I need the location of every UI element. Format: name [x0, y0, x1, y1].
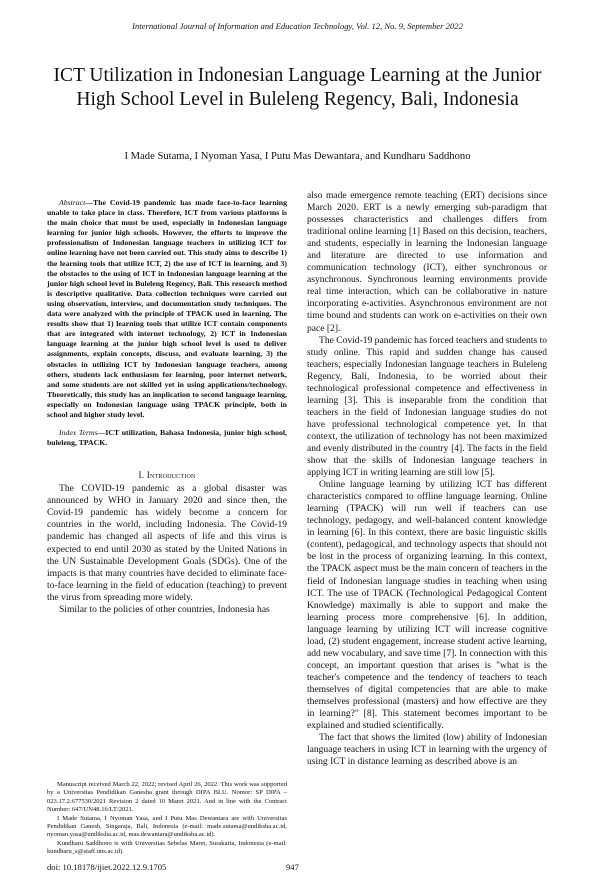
- journal-header: International Journal of Information and Education Technology, Vol. 12, No. 9, September 2022: [132, 21, 463, 31]
- page-number: 947: [286, 862, 299, 872]
- paper-title: ICT Utilization in Indonesian Language Learning at the Junior High School Level in Buleleng Regency, Bali, Indonesia: [53, 65, 542, 110]
- index-terms-text: —ICT utilization, Bahasa Indonesia, junior high school, buleleng, TPACK.: [47, 428, 287, 448]
- body-paragraph: The COVID-19 pandemic as a global disaster was announced by WHO in January 2020 and since then, the Covid-19 pandemic has widely become a concern for countries in the world, including Indonesia. The Covid-19 pandemic has changed all aspects of life and this virus is expected to end until 2030 as stated by the United Nations in the UN Sustainable Development Goals (SDGs). One of the impacts is that many countries have decided to eliminate face-to-face learning in the field of education (teaching) to prevent the virus from spreading more widely.: [47, 483, 287, 603]
- abstract-text: —The Covid-19 pandemic has made face-to-face learning unable to take place in class. Therefore, ICT from various platforms is the main choice that must be used, especially in Indonesian language learning for junior high schools. However, the efforts to improve the professionalism of Indonesian language teachers in utilizing ICT for online learning have not been carried out. This study aims to describe 1) the learning tools that utilize ICT, 2) the use of ICT in learning, and 3) the obstacles to the using of ICT in Indonesian language learning at the junior high school level in Buleleng Regency, Bali. This research method is descriptive qualitative. Data collection techniques were carried out using observation, interview, and documentation study techniques. The data were analyzed with the principle of TPACK used in learning. The results show that 1) learning tools that utilize ICT contain components that are integrated with internet technology, 2) ICT in Indonesian language learning at the junior high school level is used to deliver assignments, explain concepts, discuss, and evaluate learning, 3) the obstacles in utilizing ICT by Indonesian language teachers, among others, students lack enthusiasm for learning, poor internet network, and some students are not skilled yet in using applications/technology. Theoretically, this study has an implication to second language learning, especially on Indonesian language using TPACK principle, both in school and higher study level.: [47, 198, 287, 419]
- footnote: Kundharu Saddhono is with Universitas Sebelas Maret, Surakarta, Indonesia (e-mail: kundharu_s@staff.uns.ac.id).: [47, 839, 287, 856]
- abstract-lead: Abstract: [59, 198, 86, 207]
- body-paragraph: The fact that shows the limited (low) ability of Indonesian language teachers in using ICT in learning with the urgency of using ICT in distance learning as described above is an: [307, 732, 547, 768]
- index-terms: [47, 428, 287, 448]
- index-terms-lead: Index Terms: [59, 428, 98, 438]
- abstract: [47, 198, 287, 420]
- left-column: [47, 198, 287, 616]
- section-heading-introduction: I. Introduction: [138, 470, 196, 481]
- body-paragraph: also made emergence remote teaching (ERT) decisions since March 2020. ERT is a newly emerging sub-paradigm that possesses characteristics and challenges differs from traditional online learning [1] Based on this decision, teachers, and students, especially in learning the Indonesian language and literature are directed to use information and communication technology (ICT), either synchronous or asynchronous. Synchronous learning environments provide real time interaction, which can be collaborative in nature incorporating e-activities. Asynchronous environment are not time bound and students can work on e-activities on their own pace [2].: [307, 190, 547, 334]
- footnotes: [47, 781, 287, 857]
- right-column: [307, 190, 547, 768]
- doi-link[interactable]: doi: 10.18178/ijiet.2022.12.9.1705: [47, 862, 167, 872]
- body-paragraph: Online language learning by utilizing ICT has different characteristics compared to offline language learning. Online learning (TPACK) will run well if teachers can use technology, pedagogy, and well-balanced content knowledge in learning [6]. In this context, there are basic linguistic skills (content), pedagogical, and technology aspects that should not be lost in the process of organizing learning. In this context, the TPACK aspect must be the main concern of teachers in the field of Indonesian language studies in teaching when using ICT. The use of TPACK (Technological Pedagogical Content Knowledge) maximally is able to support and make the learning process more comprehensive [6]. In addition, language learning by utilizing ICT will increase cognitive load, (2) student engagement, increase student active learning, add new vocabulary, and save time [7]. In connection with this concept, an important question that arises is "what is the teacher's competence and the tendency of teachers to teach themselves of digital competencies that are able to make themselves professional (masters) and how effective are they in learning?" [8]. This statement becomes important to be explained and studied scientifically.: [307, 479, 547, 732]
- footnote: I Made Sutama, I Nyoman Yasa, and I Putu Mas Dewantara are with Universitas Pendidikan Ganesh, Singaraja, Bali, Indonesia (e-mail: made.sutama@undiksha.ac.id, nyoman.yasa@undiksha.ac.id, mas.dewantara@undiksha.ac.id).: [47, 814, 287, 839]
- author-list: I Made Sutama, I Nyoman Yasa, I Putu Mas Dewantara, and Kundharu Saddhono: [124, 151, 471, 162]
- body-paragraph: Similar to the policies of other countries, Indonesia has: [59, 603, 270, 615]
- footnote: Manuscript received March 22, 2022; revised April 26, 2022. This work was supported by a Universitas Pendidikan Ganesha grant through DIPA BLU. Nomor: SP DIPA – 023.17.2.677530/2021 Revision 2 dated 10 Maret 2021. And in line with the Contract Number: 647/UN48.16/LT/2021.: [47, 781, 287, 814]
- body-paragraph: The Covid-19 pandemic has forced teachers and students to study online. This rapid and sudden change has caused teachers, especially Indonesian language teachers in Buleleng Regency, Bali, Indonesia, to be worried about their technological professional competence and effectiveness in learning [3]. This is inseparable from the condition that teachers in the field of Indonesian language studies do not have professional technological competence yet. In that context, the utilization of technology has not been maximized and evenly distributed in the country [4]. The facts in the field show that the skills of Indonesian language teachers in applying ICT in writing learning are still low [5].: [307, 334, 547, 479]
